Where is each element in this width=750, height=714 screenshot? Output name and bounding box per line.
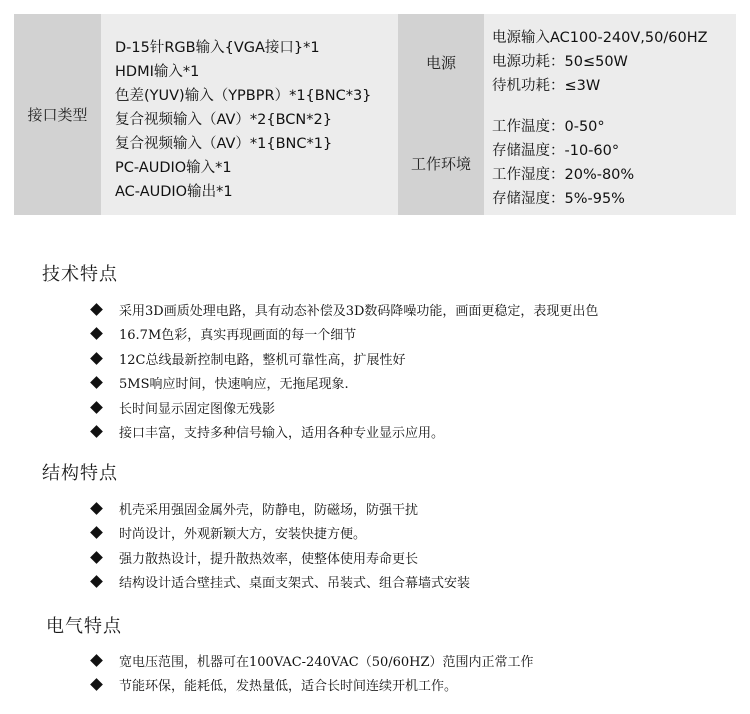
list-item (90, 673, 534, 698)
diamond-bullet-icon (90, 654, 103, 667)
list-item (90, 570, 470, 595)
power-header: 电源 (425, 54, 456, 72)
section-title-structure: 结构特点 (42, 463, 118, 484)
interface-line: 复合视频输入（AV）*2{BCN*2} (115, 112, 332, 128)
list-item-text: 16.7M色彩，真实再现画面的每一个细节 (119, 328, 357, 344)
list-item-text: 12C总线最新控制电路，整机可靠性高，扩展性好 (119, 352, 406, 368)
list-item (90, 420, 598, 445)
list-item-text: 机壳采用强固金属外壳，防静电，防磁场，防强干扰 (119, 502, 419, 518)
env-header-cell (398, 111, 484, 215)
list-item-text: 强力散热设计，提升散热效率，使整体使用寿命更长 (119, 551, 419, 567)
section-title-tech: 技术特点 (42, 264, 118, 285)
interface-line: HDMI输入*1 (115, 64, 200, 80)
list-item-text: 接口丰富，支持多种信号输入，适用各种专业显示应用。 (119, 426, 445, 442)
interface-header-cell (14, 14, 101, 215)
list-item (90, 648, 534, 673)
diamond-bullet-icon (90, 502, 103, 515)
list-item-text: 采用3D画质处理电路，具有动态补偿及3D数码降噪功能，画面更稳定，表现更出色 (119, 303, 599, 319)
diamond-bullet-icon (90, 575, 103, 588)
diamond-bullet-icon (90, 303, 103, 316)
list-item-text: 节能环保，能耗低，发热量低，适合长时间连续开机工作。 (119, 679, 458, 695)
electrical-feature-list (90, 648, 534, 697)
power-line: 电源输入AC100-240V,50/60HZ (492, 30, 708, 46)
diamond-bullet-icon (90, 526, 103, 539)
env-line: 工作温度：0-50° (492, 119, 605, 135)
power-line: 待机功耗：≤3W (492, 78, 601, 94)
power-line: 电源功耗：50≤50W (492, 54, 628, 70)
env-line: 存储温度：-10-60° (492, 143, 620, 159)
env-header: 工作环境 (410, 154, 471, 173)
diamond-bullet-icon (90, 678, 103, 691)
list-item (90, 496, 470, 521)
list-item (90, 322, 598, 347)
power-header-cell (398, 14, 484, 111)
interface-line: 色差(YUV)输入（YPBPR）*1{BNC*3} (115, 88, 372, 104)
list-item-text: 结构设计适合壁挂式、桌面支架式、吊装式、组合幕墙式安装 (119, 576, 471, 592)
power-list-cell (484, 14, 736, 111)
interface-line: 复合视频输入（AV）*1{BNC*1} (115, 136, 333, 152)
interface-list-cell (101, 14, 398, 215)
interface-line: PC-AUDIO输入*1 (115, 160, 232, 176)
env-list-cell (484, 111, 736, 215)
tech-feature-list (90, 297, 598, 444)
structure-feature-list (90, 496, 470, 594)
diamond-bullet-icon (90, 327, 103, 340)
diamond-bullet-icon (90, 401, 103, 414)
diamond-bullet-icon (90, 551, 103, 564)
list-item-text: 5MS响应时间，快速响应，无拖尾现象. (119, 377, 349, 393)
interface-line: AC-AUDIO输出*1 (115, 184, 233, 200)
interface-line: D-15针RGB输入{VGA接口}*1 (115, 40, 320, 56)
list-item-text: 宽电压范围，机器可在100VAC-240VAC（50/60HZ）范围内正常工作 (119, 654, 534, 670)
list-item-text: 长时间显示固定图像无残影 (119, 401, 276, 417)
diamond-bullet-icon (90, 352, 103, 365)
diamond-bullet-icon (90, 376, 103, 389)
list-item (90, 545, 470, 570)
interface-header: 接口类型 (27, 106, 88, 124)
diamond-bullet-icon (90, 425, 103, 438)
section-title-electrical: 电气特点 (46, 616, 122, 637)
env-line: 存储湿度：5%-95% (492, 191, 625, 207)
list-item (90, 521, 470, 546)
list-item (90, 346, 598, 371)
list-item (90, 297, 598, 322)
list-item (90, 395, 598, 420)
env-line: 工作湿度：20%-80% (492, 167, 635, 183)
list-item (90, 371, 598, 396)
list-item-text: 时尚设计，外观新颖大方，安装快捷方便。 (119, 527, 367, 543)
spec-table (14, 14, 736, 215)
